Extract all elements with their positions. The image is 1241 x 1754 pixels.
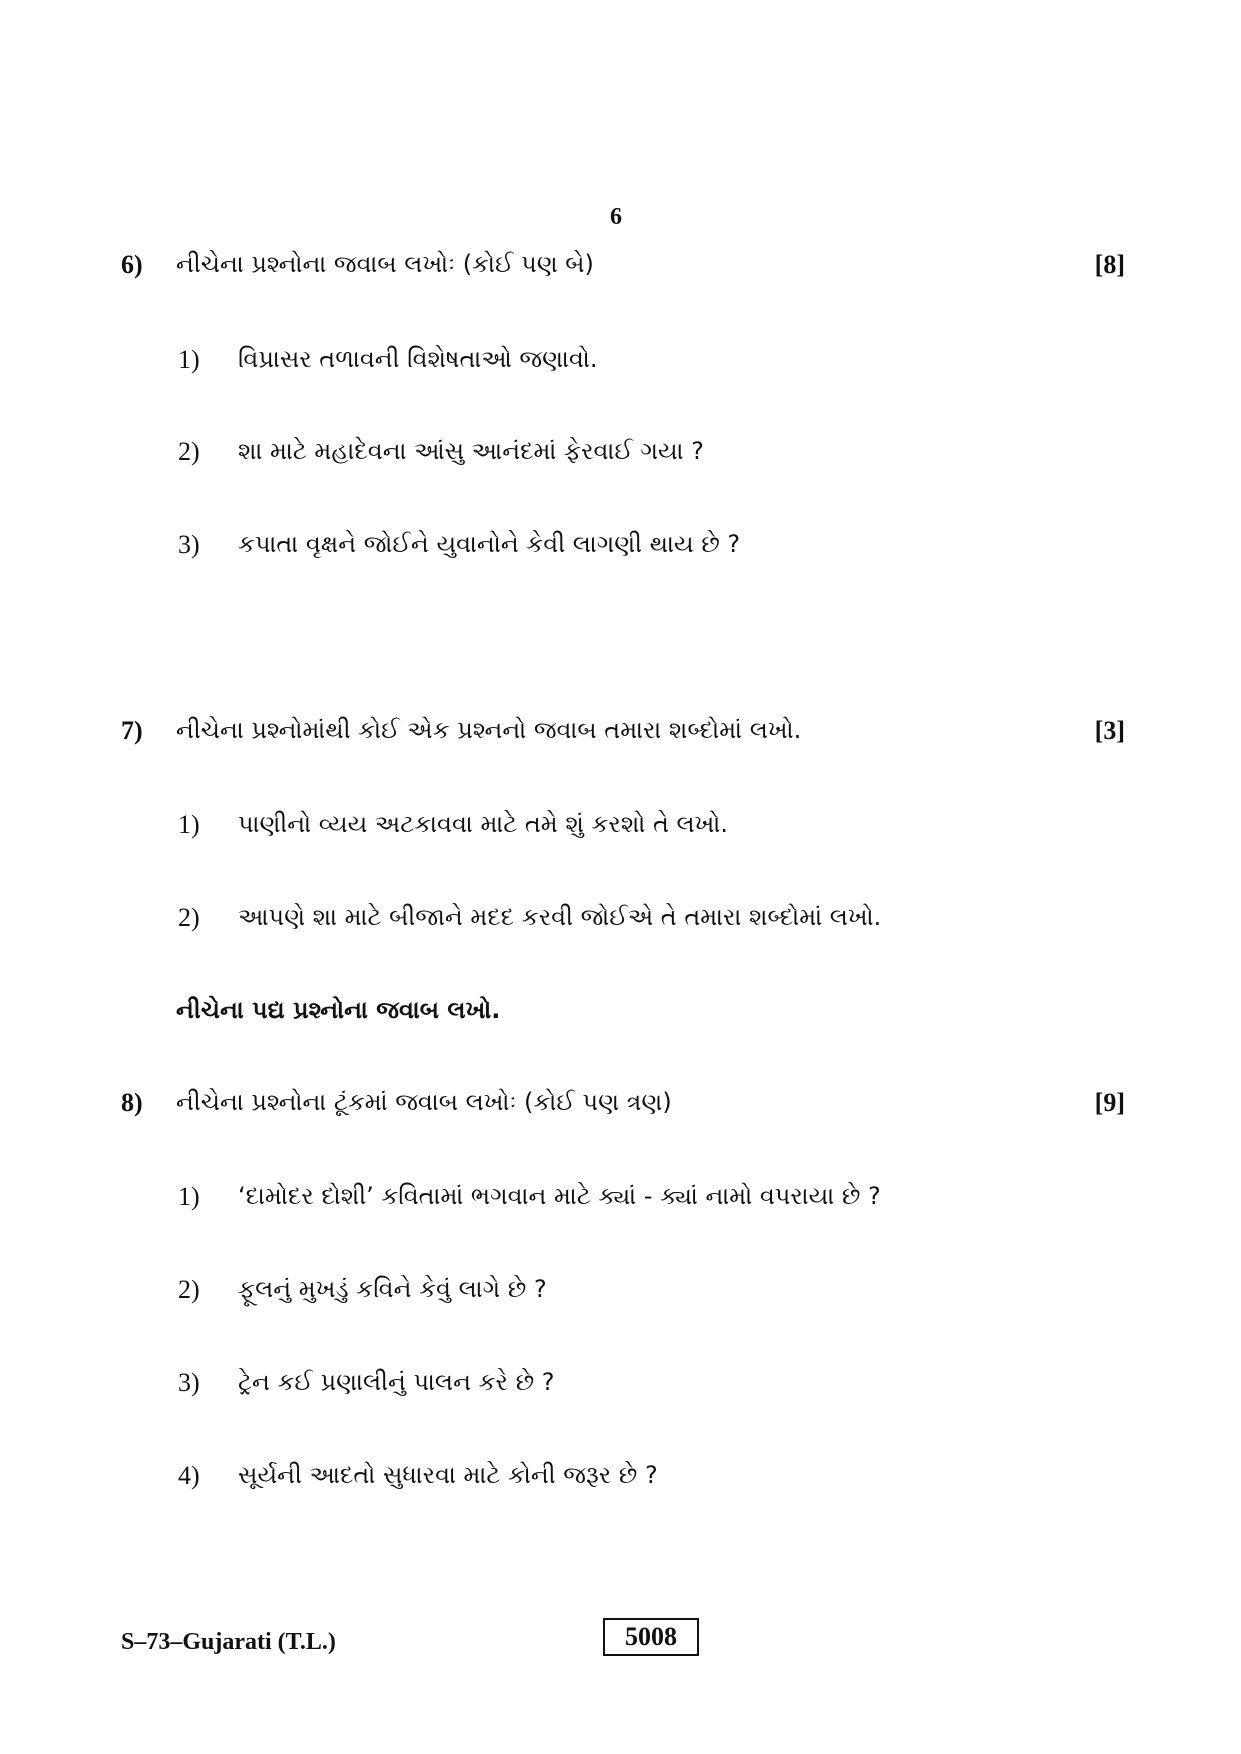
footer-paper-number: 5008 (603, 1618, 699, 1656)
question-6-item-1-number: 1) (178, 345, 200, 374)
question-7-item-2-text: આપણે શા માટે બીજાને મદદ કરવી જોઈએ તે તમારા શબ્દોમાં લખો. (238, 903, 882, 931)
question-8-text: નીચેના પ્રશ્નોના ટૂંકમાં જવાબ લખોઃ (કોઈ પણ ત્રણ) (176, 1088, 672, 1116)
poetry-section-heading: નીચેના પદ્ય પ્રશ્નોના જવાબ લખો. (176, 996, 501, 1024)
question-8-item-4-number: 4) (178, 1461, 200, 1490)
question-7-item-1-text: પાણીનો વ્યય અટકાવવા માટે તમે શું કરશો તે લખો. (238, 810, 729, 838)
question-8-item-2-number: 2) (178, 1275, 200, 1304)
question-8-marks: [9] (1094, 1088, 1125, 1117)
question-7-item-1-number: 1) (178, 810, 200, 839)
question-6-marks: [8] (1094, 250, 1125, 279)
question-8-item-3-number: 3) (178, 1368, 200, 1397)
question-7-number: 7) (121, 716, 143, 745)
footer-exam-code: S–73–Gujarati (T.L.) (121, 1629, 336, 1655)
question-7-text: નીચેના પ્રશ્નોમાંથી કોઈ એક પ્રશ્નનો જવાબ તમારા શબ્દોમાં લખો. (176, 716, 802, 744)
question-8-item-1-text: ‘દામોદર દોશી’ કવિતામાં ભગવાન માટે ક્યાં - ક્યાં નામો વપરાયા છે ? (238, 1182, 881, 1210)
question-8-item-2-text: ફૂલનું મુખડું કવિને કેવું લાગે છે ? (238, 1275, 547, 1303)
question-8-item-1-number: 1) (178, 1182, 200, 1211)
question-7-item-2-number: 2) (178, 903, 200, 932)
question-8-item-4-text: સૂર્યની આદતો સુધારવા માટે કોની જરૂર છે ? (238, 1461, 658, 1489)
question-6-item-2-number: 2) (178, 437, 200, 466)
question-6-text: નીચેના પ્રશ્નોના જવાબ લખોઃ (કોઈ પણ બે) (176, 250, 594, 278)
page-number: 6 (610, 204, 622, 230)
question-6-item-3-text: કપાતા વૃક્ષને જોઈને યુવાનોને કેવી લાગણી થાય છે ? (238, 530, 741, 558)
question-6-item-3-number: 3) (178, 530, 200, 559)
question-6-number: 6) (121, 250, 143, 279)
question-7-marks: [3] (1094, 716, 1125, 745)
question-8-number: 8) (121, 1088, 143, 1117)
question-8-item-3-text: ટ્રેન કઈ પ્રણાલીનું પાલન કરે છે ? (238, 1368, 555, 1396)
question-6-item-1-text: વિપ્રાસર તળાવની વિશેષતાઓ જણાવો. (238, 345, 598, 373)
question-6-item-2-text: શા માટે મહાદેવના આંસુ આનંદમાં ફેરવાઈ ગયા ? (238, 437, 704, 465)
